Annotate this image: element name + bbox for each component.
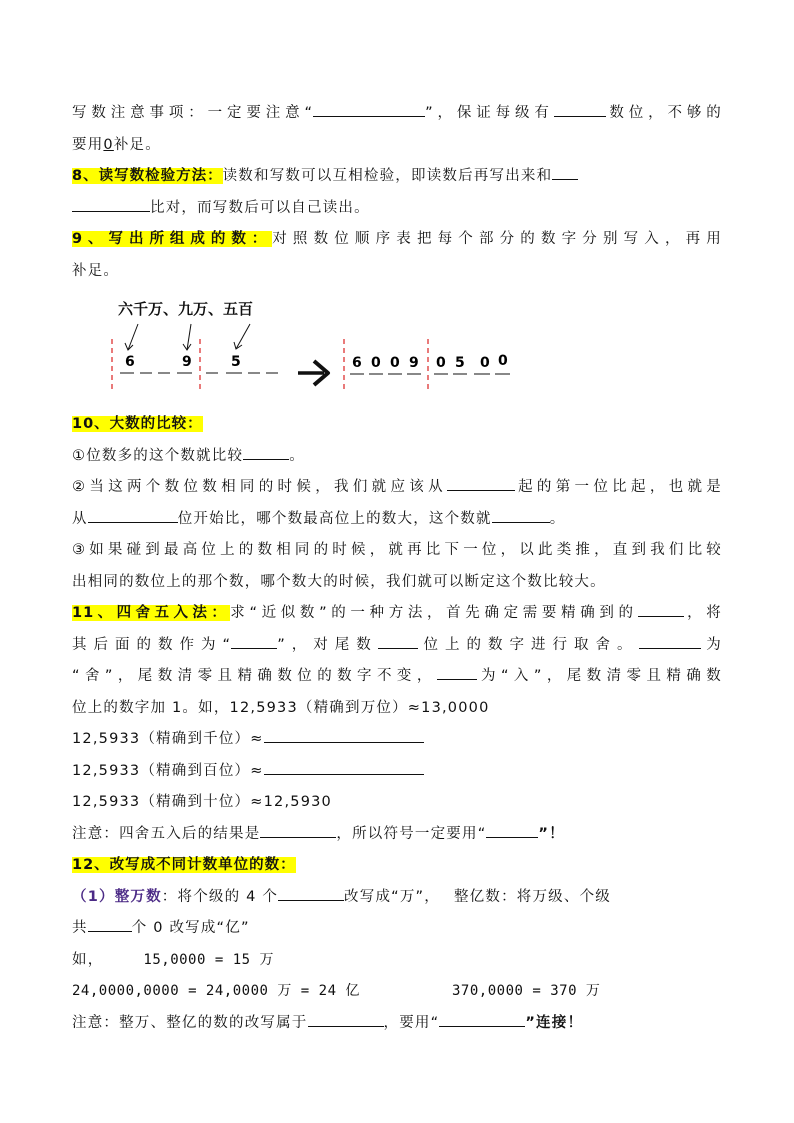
text: 写数注意事项：一定要注意“ — [72, 105, 314, 121]
compare-item-2-line-1 — [72, 472, 722, 504]
blank-field[interactable] — [378, 632, 418, 648]
blank-field[interactable] — [88, 916, 132, 932]
section-11-line-4 — [72, 693, 722, 725]
blank-field[interactable] — [308, 1010, 384, 1026]
rounding-note — [72, 819, 722, 851]
text: 补足。 — [113, 136, 161, 153]
text: 从 — [72, 510, 88, 527]
compare-item-3-line-2 — [72, 567, 722, 599]
section-9-line-2 — [72, 256, 722, 288]
right-digit: 5 — [455, 355, 465, 371]
blank-field[interactable] — [639, 632, 701, 648]
right-digit: 0 — [390, 355, 400, 371]
blank-field[interactable] — [260, 821, 336, 837]
zero-digit: 0 — [103, 136, 114, 153]
section-8-line-2 — [72, 193, 722, 225]
right-digits — [352, 353, 508, 371]
text: 出相同的数位上的那个数，哪个数大的时候，我们就可以断定这个数比较大。 — [72, 573, 606, 590]
text: ”，对尾数 — [277, 636, 378, 653]
text: 370,0000 = 370 万 — [452, 983, 601, 999]
blank-field[interactable] — [72, 195, 150, 211]
section-8-line-1 — [72, 161, 722, 193]
right-digit: 9 — [409, 355, 419, 371]
text: 为 — [700, 636, 722, 653]
compare-item-1 — [72, 441, 722, 473]
rounding-example-tens — [72, 787, 722, 819]
text: ”，保证每级有 — [425, 105, 554, 121]
blank-field[interactable] — [313, 101, 425, 117]
text: 位上的数字加 1。如，12,5933（精确到万位）≈13,0000 — [72, 699, 490, 716]
section-12-line-1 — [72, 882, 722, 914]
text: 15,0000 = 15 万 — [143, 951, 274, 968]
text: 注意：整万、整亿的数的改写属于 — [72, 1014, 308, 1031]
text: 共 — [72, 920, 88, 936]
text: “舍”，尾数清零且精确数位的数字不变， — [72, 668, 437, 684]
text: 数位，不够的 — [605, 105, 722, 121]
section-9-heading: 9、写出所组成的数： — [72, 231, 273, 247]
rounding-example-thousands — [72, 724, 722, 756]
section-12-note — [72, 1008, 722, 1040]
blank-field[interactable] — [88, 506, 178, 522]
blank-field[interactable] — [554, 101, 606, 117]
text: 改写成“万”， — [344, 888, 440, 905]
text: 补足。 — [72, 262, 120, 279]
text: ，将 — [683, 605, 722, 621]
diagram-caption: 六千万、九万、五百 — [118, 300, 254, 318]
text: 如， — [72, 951, 104, 968]
text: 注意：四舍五入后的结果是 — [72, 825, 261, 842]
text: ”连接！ — [525, 1014, 584, 1031]
text: 为“入”，尾数清零且精确数 — [476, 668, 723, 684]
left-digit: 5 — [231, 354, 241, 370]
text: 24,0000,0000 = 24,0000 万 = 24 亿 — [72, 983, 360, 999]
right-digit: 0 — [436, 355, 446, 371]
section-12-heading: 12、改写成不同计数单位的数： — [72, 857, 296, 873]
text: 其后面的数作为“ — [72, 636, 232, 653]
section-12-heading-line — [72, 850, 722, 882]
blank-field[interactable] — [492, 506, 550, 522]
blank-field[interactable] — [552, 164, 578, 180]
text: 比对，而写数后可以自己读出。 — [150, 199, 370, 216]
text: 读数和写数可以互相检验，即读数后再写出来和 — [222, 168, 553, 184]
right-digit: 0 — [498, 353, 508, 369]
text: 12,5933（精确到千位）≈ — [72, 731, 264, 747]
pointer-arrow-line — [236, 324, 250, 349]
left-digit: 6 — [125, 354, 135, 370]
blank-field[interactable] — [264, 727, 424, 743]
text: 要用 — [72, 136, 104, 153]
right-digit: 0 — [371, 355, 381, 371]
text: 。 — [549, 510, 566, 527]
blank-field[interactable] — [437, 664, 477, 680]
blank-field[interactable] — [447, 475, 515, 491]
place-value-diagram — [72, 287, 722, 409]
pointer-arrow-line — [128, 324, 138, 350]
section-11-line-1 — [72, 598, 722, 630]
text: 。 — [289, 447, 305, 464]
blank-field[interactable] — [243, 443, 289, 459]
section-10-heading-line — [72, 409, 722, 441]
text: ”！ — [538, 825, 565, 842]
right-digit: 6 — [352, 355, 362, 371]
text: ②当这两个数位数相同的时候，我们就应该从 — [72, 479, 447, 495]
text: 位开始比，哪个数最高位上的数大，这个数就 — [177, 510, 492, 527]
section-11-line-3 — [72, 661, 722, 693]
rounding-example-hundreds — [72, 756, 722, 788]
text: 12,5933（精确到十位）≈12,5930 — [72, 794, 332, 810]
text: 12,5933（精确到百位）≈ — [72, 762, 264, 779]
text: ③如果碰到最高位上的数相同的时候，就再比下一位，以此类推，直到我们比较 — [72, 542, 722, 558]
text: ①位数多的这个数就比较 — [72, 447, 244, 464]
text: ，所以符号一定要用“ — [336, 825, 487, 842]
text: 整亿数：将万级、个级 — [453, 888, 611, 905]
section-11-heading: 11、四舍五入法： — [72, 605, 231, 621]
section-12-example-1 — [72, 945, 722, 977]
place-value-diagram-svg — [72, 287, 532, 409]
text: 对照数位顺序表把每个部分的数字分别写入，再用 — [272, 231, 722, 247]
writing-notes-line-1 — [72, 98, 722, 130]
blank-field[interactable] — [231, 632, 277, 648]
section-10-heading: 10、大数的比较： — [72, 416, 203, 432]
text: 位上的数字进行取舍。 — [417, 636, 639, 653]
blank-field[interactable] — [439, 1010, 525, 1026]
text: 个 0 改写成“亿” — [131, 920, 250, 936]
section-12-line-2 — [72, 913, 722, 945]
subheading-whole-wan: （1）整万数 — [72, 888, 162, 905]
text: 起的第一位比起，也就是 — [514, 479, 722, 495]
writing-notes-line-2 — [72, 130, 722, 162]
compare-item-2-line-2 — [72, 504, 722, 536]
text: ，要用“ — [383, 1014, 440, 1031]
right-digit: 0 — [480, 355, 490, 371]
blank-field[interactable] — [638, 601, 684, 617]
section-8-heading: 8、读写数检验方法： — [72, 168, 223, 184]
section-9-line-1 — [72, 224, 722, 256]
blank-field[interactable] — [278, 884, 344, 900]
left-digit: 9 — [182, 354, 192, 370]
blank-field[interactable] — [486, 821, 538, 837]
blank-field[interactable] — [264, 758, 424, 774]
text: ：将个级的 4 个 — [161, 888, 279, 905]
text: 求“近似数”的一种方法，首先确定需要精确到的 — [230, 605, 638, 621]
section-12-example-2 — [72, 976, 722, 1008]
section-11-line-2 — [72, 630, 722, 662]
worksheet-page — [72, 98, 722, 1039]
compare-item-3-line-1 — [72, 535, 722, 567]
